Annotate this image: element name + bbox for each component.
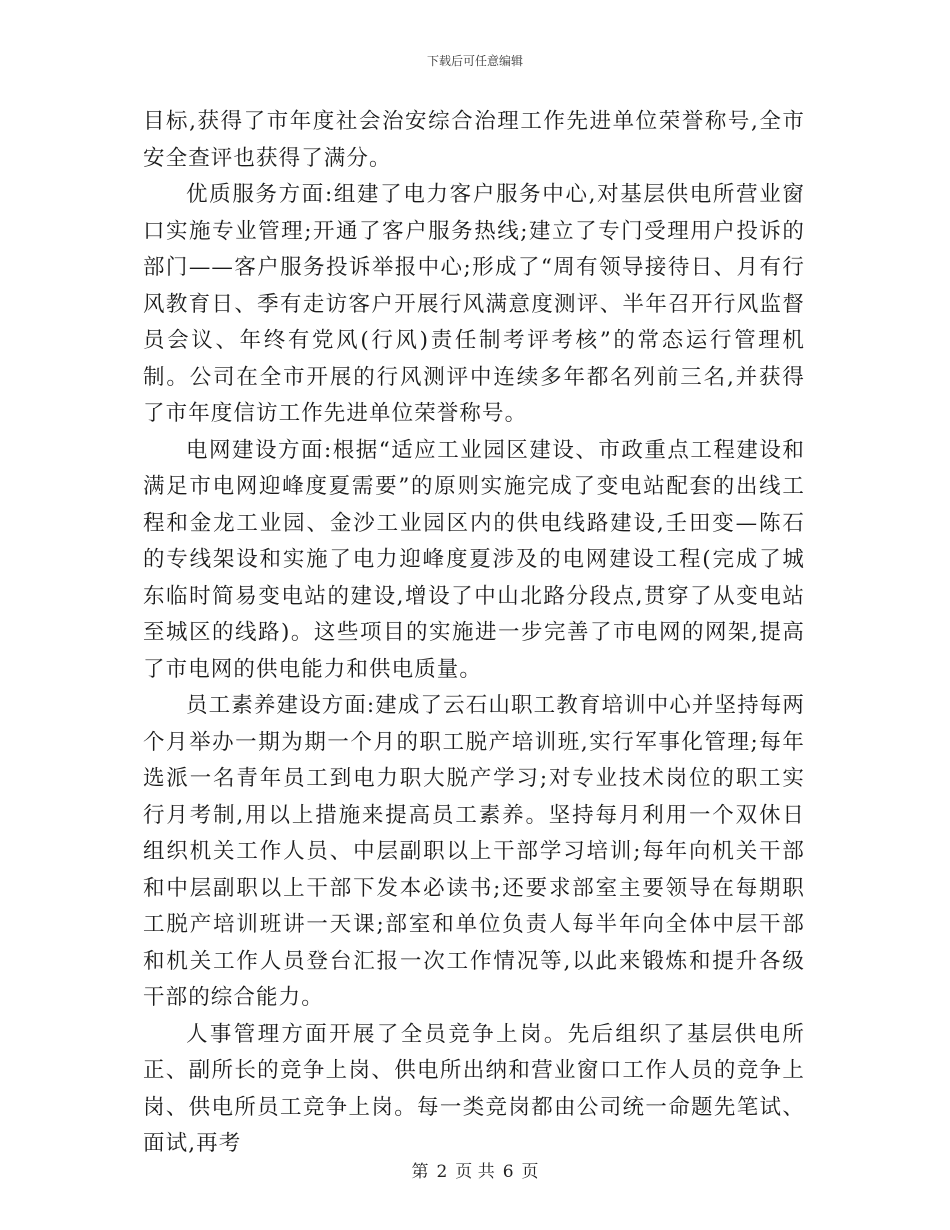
footer-prefix: 第: [411, 1162, 429, 1182]
paragraph-3: 电网建设方面:根据“适应工业园区建设、市政重点工程建设和满足市电网迎峰度夏需要”的原则实施完成了变电站配套的出线工程和金龙工业园、金沙工业园区内的供电线路建设,壬田变—陈石的专线架设和实施了电力迎峰度夏涉及的电网建设工程(完成了城东临时简易变电站的建设,增设了中山北路分段点,贯穿了从变电站至城区的线路)。这些项目的实施进一步完善了市电网的网架,提高了市电网的供电能力和供电质量。: [143, 437, 805, 682]
paragraph-1: 目标,获得了市年度社会治安综合治理工作先进单位荣誉称号,全市安全查评也获得了满分。: [143, 109, 805, 171]
paragraph-2: 优质服务方面:组建了电力客户服务中心,对基层供电所营业窗口实施专业管理;开通了客户服务热线;建立了专门受理用户投诉的部门——客户服务投诉举报中心;形成了“周有领导接待日、月有行风教育日、季有走访客户开展行风满意度测评、半年召开行风监督员会议、年终有党风(行风)责任制考评考核”的常态运行管理机制。公司在全市开展的行风测评中连续多年都名列前三名,并获得了市年度信访工作先进单位荣誉称号。: [143, 182, 805, 426]
footer-page-number: 2: [436, 1162, 448, 1182]
footer-total-pages: 6: [502, 1162, 514, 1182]
paragraph-5: 人事管理方面开展了全员竞争上岗。先后组织了基层供电所正、副所长的竞争上岗、供电所出纳和营业窗口工作人员的竞争上岗、供电所员工竞争上岗。每一类竞岗都由公司统一命题先笔试、面试,再考: [143, 1021, 805, 1156]
paragraph-4: 员工素养建设方面:建成了云石山职工教育培训中心并坚持每两个月举办一期为期一个月的职工脱产培训班,实行军事化管理;每年选派一名青年员工到电力职大脱产学习;对专业技术岗位的职工实行月考制,用以上措施来提高员工素养。坚持每月利用一个双休日组织机关工作人员、中层副职以上干部学习培训;每年向机关干部和中层副职以上干部下发本必读书;还要求部室主要领导在每期职工脱产培训班讲一天课;部室和单位负责人每半年向全体中层干部和机关工作人员登台汇报一次工作情况等,以此来锻炼和提升各级干部的综合能力。: [143, 693, 805, 1010]
footer-suffix: 页: [521, 1162, 539, 1182]
footer-middle: 页 共: [455, 1162, 495, 1182]
document-body: [143, 104, 805, 1163]
page-header: 下载后可任意编辑: [426, 54, 523, 68]
page-footer: [0, 1157, 950, 1182]
